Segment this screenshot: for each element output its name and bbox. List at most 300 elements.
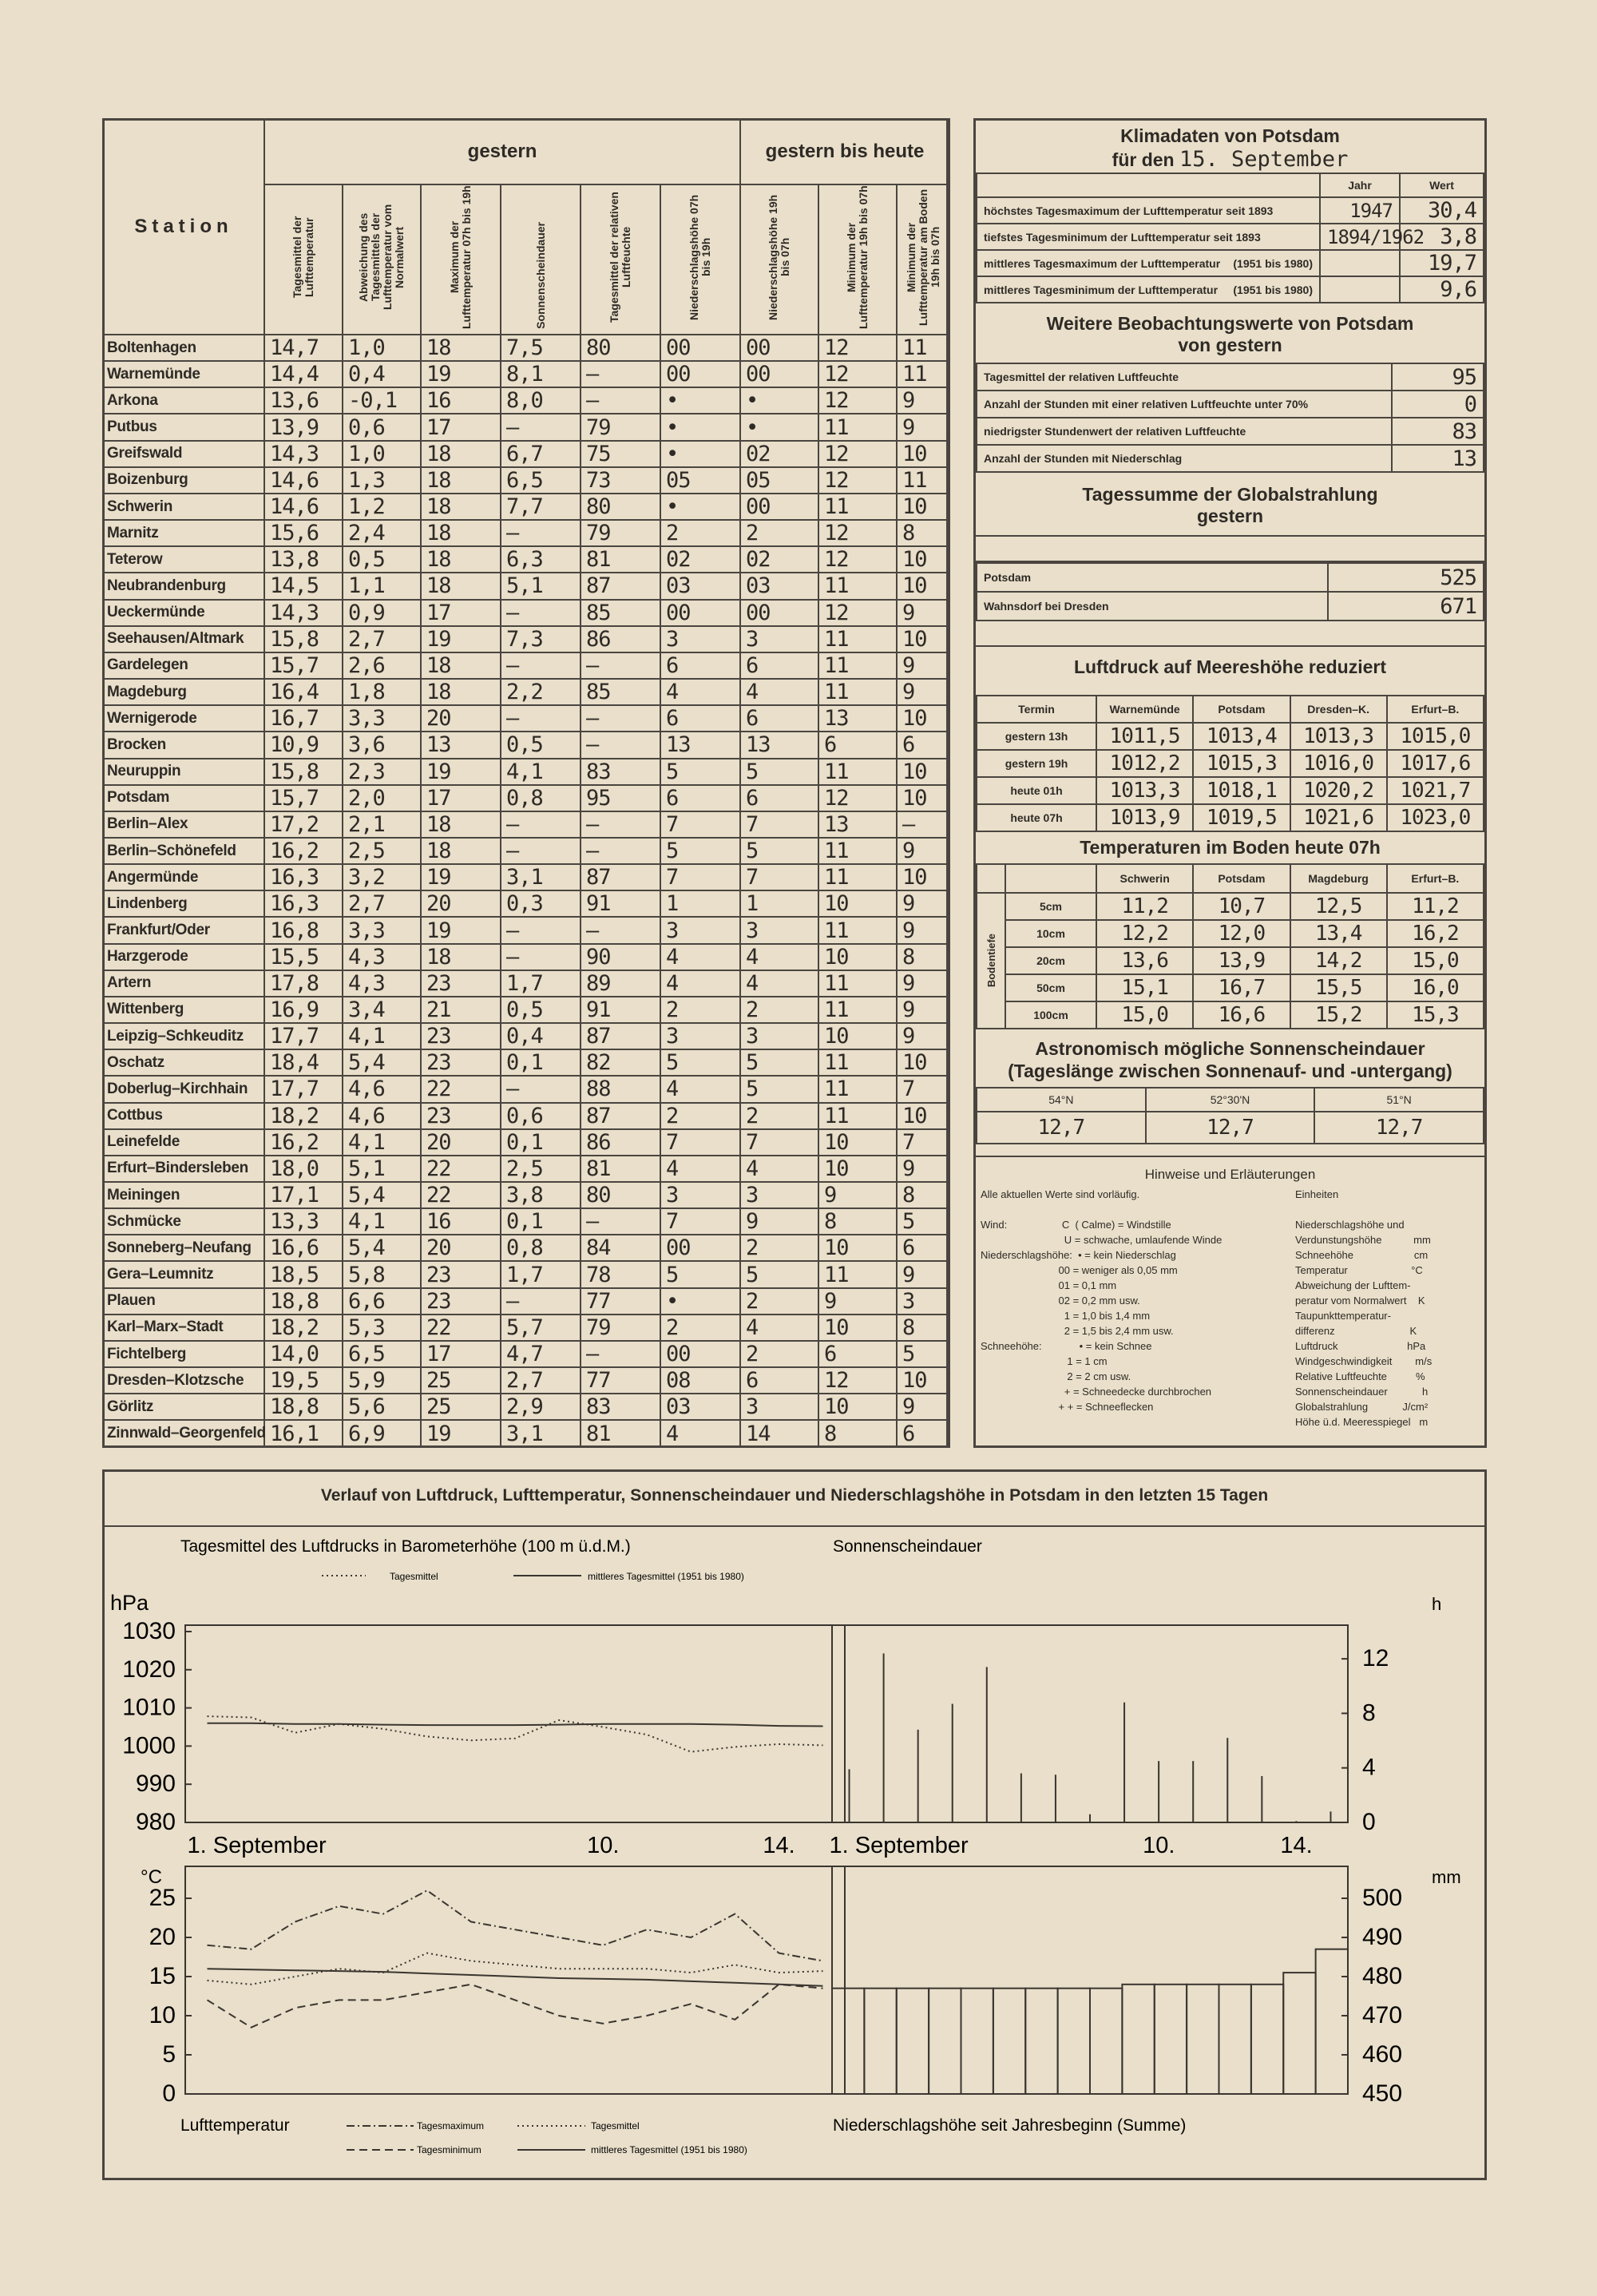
station-value: 7 [740,811,818,838]
station-value: 2 [660,1103,740,1129]
station-value: 20 [421,890,501,917]
station-value: 18,2 [264,1103,343,1129]
station-row [103,361,949,387]
column-header-label: Abweichung des Tagesmittels der Lufttemperatur vom Normalwert [357,204,406,311]
station-value: 00 [660,1341,740,1367]
y-tick-label: 470 [1362,2002,1403,2028]
station-value: 10 [818,1156,897,1182]
y-tick-label: 15 [149,1963,176,1989]
station-value: 13 [421,732,501,758]
station-column-header: Station [103,119,264,335]
station-name: Zinnwald–Georgenfeld [103,1420,264,1447]
station-value: 00 [740,361,818,387]
station-value: 95 [581,785,660,811]
boden-value: 12,5 [1290,893,1387,920]
station-value: 9 [818,1182,897,1208]
station-value: 79 [581,1315,660,1341]
station-value: 10 [818,1315,897,1341]
station-name: Seehausen/Altmark [103,626,264,652]
station-name: Boltenhagen [103,335,264,361]
station-row [103,626,949,652]
station-value: 81 [581,1156,660,1182]
station-value: 2,5 [343,838,421,864]
boden-row [977,893,1484,920]
astro-value: 12,7 [1314,1112,1484,1144]
luftdruck-value: 1015,0 [1387,723,1484,750]
bar [1187,1985,1219,2094]
station-value: 7 [897,1076,949,1102]
station-value: 0,8 [501,785,581,811]
station-name: Schmücke [103,1208,264,1235]
station-value: 1,1 [343,573,421,599]
station-value: 7 [740,1129,818,1156]
station-name: Ueckermünde [103,600,264,626]
astro-value: 12,7 [1146,1112,1315,1144]
station-row [103,759,949,785]
station-row [103,1420,949,1447]
station-row [103,573,949,599]
station-value: 1,7 [501,1261,581,1287]
station-value: – [501,944,581,970]
station-value: 0,4 [343,361,421,387]
station-value: 13 [660,732,740,758]
chart1-title: Tagesmittel des Luftdrucks in Barometerhöhe (100 m ü.d.M.) [180,1537,631,1556]
station-value: 83 [581,759,660,785]
astro-subtitle: (Tageslänge zwischen Sonnenauf- und -untergang) [1008,1061,1452,1081]
station-value: 15,5 [264,944,343,970]
klima-jahr [1320,276,1400,303]
global-row [977,563,1484,592]
station-value: 17 [421,600,501,626]
boden-value: 16,0 [1387,974,1484,1001]
station-value: – [581,705,660,732]
station-name: Plauen [103,1288,264,1315]
klima-jahr: 1947 [1320,197,1400,224]
bar [929,1989,961,2094]
station-row [103,1367,949,1394]
boden-row [977,974,1484,1001]
station-value: 9 [897,997,949,1023]
station-value: 5 [660,1049,740,1076]
luftdruck-value: 1021,7 [1387,777,1484,804]
station-value: – [501,414,581,440]
station-value: 5,4 [343,1049,421,1076]
klima-label-cell [977,250,1320,276]
station-value: 20 [421,1129,501,1156]
klima-label-cell [977,197,1320,224]
boden-value: 11,2 [1387,893,1484,920]
bar [1283,1973,1315,2094]
station-value: 7 [897,1129,949,1156]
station-value: 2,4 [343,520,421,546]
station-row [103,1182,949,1208]
station-value: 8 [818,1420,897,1447]
weitere-table [976,363,1484,473]
station-name: Fichtelberg [103,1341,264,1367]
station-value: 1,0 [343,441,421,467]
chart3-legend-max: Tagesmaximum [417,2120,485,2131]
global-title: Tagessumme der Globalstrahlung gestern [1082,484,1378,526]
series-line-dotted [208,1953,823,1985]
station-value: 6 [740,705,818,732]
station-value: -0,1 [343,387,421,414]
station-value: 4 [740,1315,818,1341]
station-value: 87 [581,1103,660,1129]
chart1-ylabel: hPa [110,1591,149,1615]
station-value: 88 [581,1076,660,1102]
station-value: 3,1 [501,864,581,890]
station-value: 4 [740,679,818,705]
station-value: 5,6 [343,1394,421,1420]
global-value: 525 [1328,563,1484,592]
chart2-frame [832,1625,1348,1822]
station-row [103,732,949,758]
station-value: 8 [897,1182,949,1208]
station-row [103,1235,949,1261]
station-value: 10 [897,785,949,811]
station-name: Sonneberg–Neufang [103,1235,264,1261]
station-value: 13,3 [264,1208,343,1235]
station-value: 18,8 [264,1288,343,1315]
station-value: 15,8 [264,759,343,785]
boden-depth: 100cm [1005,1001,1096,1029]
x-tick-label: 14. [763,1833,795,1858]
y-tick-label: 25 [149,1885,176,1911]
y-tick-label: 490 [1362,1924,1403,1950]
station-value: 7 [740,864,818,890]
station-value: 16,9 [264,997,343,1023]
column-header [740,184,818,335]
station-value: 8 [818,1208,897,1235]
station-value: 10,9 [264,732,343,758]
y-tick-label: 8 [1362,1699,1376,1727]
station-value: 3,3 [343,917,421,943]
station-value: 10 [897,1367,949,1394]
station-value: 9 [897,652,949,679]
boden-header: Potsdam [1193,864,1290,893]
global-table [976,562,1484,621]
station-value: 03 [660,573,740,599]
station-value: 00 [660,361,740,387]
chart3-legend-min: Tagesminimum [417,2144,481,2155]
weitere-label: Anzahl der Stunden mit einer relativen Luftfeuchte unter 70% [977,391,1392,418]
klima-label: höchstes Tagesmaximum der Lufttemperatur seit 1893 [984,204,1274,217]
station-value: 7 [660,1129,740,1156]
station-row [103,838,949,864]
klima-wert: 19,7 [1400,250,1484,276]
station-value: 4,1 [343,1208,421,1235]
weitere-value: 0 [1392,391,1484,418]
hinweise-title: Hinweise und Erläuterungen [1144,1167,1316,1182]
chart3-legend-normal: mittleres Tagesmittel (1951 bis 1980) [591,2144,747,2155]
station-value: 18 [421,546,501,573]
station-value: 14,6 [264,467,343,494]
klima-date: 15. September [1179,147,1349,172]
station-value: 13,9 [264,414,343,440]
station-value: 14,4 [264,361,343,387]
station-value: 18,4 [264,1049,343,1076]
station-value: • [660,387,740,414]
station-value: 10 [897,1103,949,1129]
station-value: 11 [818,917,897,943]
station-value: 10 [897,705,949,732]
luftdruck-value: 1015,3 [1193,750,1290,777]
station-row [103,520,949,546]
boden-value: 13,6 [1096,947,1193,974]
station-name: Frankfurt/Oder [103,917,264,943]
station-value: 11 [818,679,897,705]
station-value: 3 [740,1023,818,1049]
station-value: 87 [581,864,660,890]
boden-depth: 20cm [1005,947,1096,974]
klima-label-cell [977,224,1320,250]
y-tick-label: 1010 [122,1694,176,1721]
station-value: 6,6 [343,1288,421,1315]
klima-date-line [976,147,1484,172]
klima-label: mittleres Tagesmaximum der Lufttemperatur [984,256,1221,270]
station-value: 11 [818,573,897,599]
column-header-label: Niederschlagshöhe 19h bis 07h [767,194,792,320]
luftdruck-value: 1016,0 [1290,750,1387,777]
station-name: Erfurt–Bindersleben [103,1156,264,1182]
station-name: Wittenberg [103,997,264,1023]
station-value: – [501,1288,581,1315]
station-value: 13 [818,705,897,732]
station-value: 2,3 [343,759,421,785]
station-value: 18 [421,838,501,864]
station-value: 18 [421,944,501,970]
station-row [103,1023,949,1049]
column-header [660,184,740,335]
station-value: 19,5 [264,1367,343,1394]
station-value: 16,4 [264,679,343,705]
station-value: 79 [581,520,660,546]
klima-label: tiefstes Tagesminimum der Lufttemperatur seit 1893 [984,230,1261,244]
series-line-dashed [208,1985,823,2028]
station-value: – [501,838,581,864]
station-value: 22 [421,1315,501,1341]
boden-table [976,863,1484,1029]
klima-row [977,250,1484,276]
station-value: 18,8 [264,1394,343,1420]
station-value: 83 [581,1394,660,1420]
station-value: 10 [897,546,949,573]
station-value: 18,5 [264,1261,343,1287]
station-name: Oschatz [103,1049,264,1076]
station-name: Leinefelde [103,1129,264,1156]
boden-value: 16,7 [1193,974,1290,1001]
station-value: 1 [740,890,818,917]
station-value: 4,1 [343,1129,421,1156]
station-value: 00 [660,335,740,361]
station-value: 9 [818,1288,897,1315]
station-name: Neubrandenburg [103,573,264,599]
station-name: Warnemünde [103,361,264,387]
klima-wert: 30,4 [1400,197,1484,224]
column-header-label: Tagesmittel der Lufttemperatur [291,216,315,299]
station-value: 13,8 [264,546,343,573]
astro-value: 12,7 [977,1112,1146,1144]
station-value: 4,3 [343,944,421,970]
boden-depth: 10cm [1005,920,1096,947]
station-value: 25 [421,1367,501,1394]
klima-table [976,172,1484,303]
column-header-label: Minimum der Lufttemperatur 19h bis 07h [845,185,870,329]
station-name: Görlitz [103,1394,264,1420]
klima-col-wert: Wert [1400,173,1484,197]
station-row [103,1315,949,1341]
station-value: 3,8 [501,1182,581,1208]
station-value: 3 [660,626,740,652]
station-value: 10 [818,944,897,970]
station-value: 17,7 [264,1023,343,1049]
station-value: 86 [581,1129,660,1156]
global-label: Wahnsdorf bei Dresden [977,592,1328,621]
station-value: 4,1 [343,1023,421,1049]
boden-value: 13,9 [1193,947,1290,974]
weitere-value: 13 [1392,445,1484,472]
station-name: Greifswald [103,441,264,467]
station-row [103,970,949,997]
luftdruck-value: 1020,2 [1290,777,1387,804]
station-value: 6 [740,652,818,679]
global-row [977,592,1484,621]
station-value: 11 [818,838,897,864]
column-header-label: Maximum der Lufttemperatur 07h bis 19h [448,185,473,329]
bar [1090,1989,1122,2094]
station-value: – [501,705,581,732]
station-value: 8 [897,944,949,970]
station-value: 10 [897,573,949,599]
station-value: 10 [897,494,949,520]
station-value: 6 [897,732,949,758]
station-value: 5,9 [343,1367,421,1394]
station-value: 5,3 [343,1315,421,1341]
station-row [103,1129,949,1156]
y-tick-label: 980 [135,1809,176,1835]
station-row [103,387,949,414]
station-value: 16,3 [264,864,343,890]
luftdruck-row [977,723,1484,750]
station-value: 12 [818,387,897,414]
station-value: – [581,652,660,679]
station-value: 18 [421,811,501,838]
bar [1316,1949,1348,2094]
station-value: 17 [421,785,501,811]
station-value: 0,5 [501,732,581,758]
station-name: Arkona [103,387,264,414]
station-value: 7 [660,864,740,890]
klima-wert: 3,8 [1400,224,1484,250]
luftdruck-value: 1017,6 [1387,750,1484,777]
station-value: 19 [421,759,501,785]
station-table [102,118,950,1448]
boden-value: 15,0 [1096,1001,1193,1029]
station-value: 17,1 [264,1182,343,1208]
station-value: 19 [421,1420,501,1447]
station-value: 6,9 [343,1420,421,1447]
station-row [103,705,949,732]
station-value: 23 [421,970,501,997]
station-value: 89 [581,970,660,997]
klima-date-prefix: für den [1112,149,1175,170]
station-value: 87 [581,1023,660,1049]
station-value: 75 [581,441,660,467]
station-value: 10 [897,864,949,890]
station-name: Doberlug–Kirchhain [103,1076,264,1102]
station-value: 19 [421,917,501,943]
station-value: 10 [818,1023,897,1049]
series-line-solid [208,1969,823,1986]
y-tick-label: 500 [1362,1885,1403,1911]
station-value: 4 [660,1076,740,1102]
column-header [264,184,343,335]
station-row [103,890,949,917]
klima-title: Klimadaten von Potsdam [1120,125,1340,146]
station-value: 15,6 [264,520,343,546]
station-value: 12 [818,1367,897,1394]
station-name: Wernigerode [103,705,264,732]
station-value: 18,2 [264,1315,343,1341]
station-value: 00 [660,600,740,626]
station-value: – [501,811,581,838]
bar [993,1989,1025,2094]
bar [1122,1985,1154,2094]
station-name: Putbus [103,414,264,440]
hinweise-left: Alle aktuellen Werte sind vorläufig. Wind: C ( Calme) = Windstille U = schwache, umlaufende Winde Niederschlagshöhe: • = kein Niederschlag 00 = weniger als 0,05 mm 01 = 0,1 mm 02 = 0,2 mm usw. 1 = 1,0 bis 1,4 mm 2 = 1,5 bis 2,4 mm usw. Schneehöhe: • = kein Schnee 1 = 1 cm 2 = 2 cm usw. + = Schneedecke durchbrochen + + = Schneeflecken [981,1188,1223,1413]
station-value: 79 [581,414,660,440]
station-value: 0,9 [343,600,421,626]
bar [864,1989,896,2094]
station-value: 2,1 [343,811,421,838]
luftdruck-row [977,750,1484,777]
station-row [103,1341,949,1367]
station-value: 2 [660,1315,740,1341]
station-row [103,414,949,440]
station-row [103,1208,949,1235]
station-name: Karl–Marx–Stadt [103,1315,264,1341]
station-value: 2 [740,1288,818,1315]
station-value: 00 [740,600,818,626]
station-value: 2 [660,997,740,1023]
klima-period: (1951 bis 1980) [1233,256,1313,270]
station-value: 12 [818,785,897,811]
klima-period: (1951 bis 1980) [1233,283,1313,296]
station-value: 15,7 [264,652,343,679]
y-tick-label: 990 [135,1771,176,1798]
station-value: 3,3 [343,705,421,732]
station-value: 3 [660,1182,740,1208]
klima-row [977,224,1484,250]
station-value: 14,7 [264,335,343,361]
klima-label: mittleres Tagesminimum der Lufttemperatur [984,283,1219,296]
station-value: 3 [660,1023,740,1049]
station-value: 11 [818,1076,897,1102]
station-value: 8 [897,1315,949,1341]
y-tick-label: 1030 [122,1618,176,1644]
station-value: 6,7 [501,441,581,467]
station-value: 15,8 [264,626,343,652]
station-value: 9 [897,1394,949,1420]
station-value: 4 [660,944,740,970]
luftdruck-value: 1021,6 [1290,804,1387,831]
boden-header: Schwerin [1096,864,1193,893]
station-value: 85 [581,679,660,705]
station-row [103,1394,949,1420]
boden-value: 15,2 [1290,1001,1387,1029]
luftdruck-header: Potsdam [1193,696,1290,723]
station-value: 16 [421,1208,501,1235]
